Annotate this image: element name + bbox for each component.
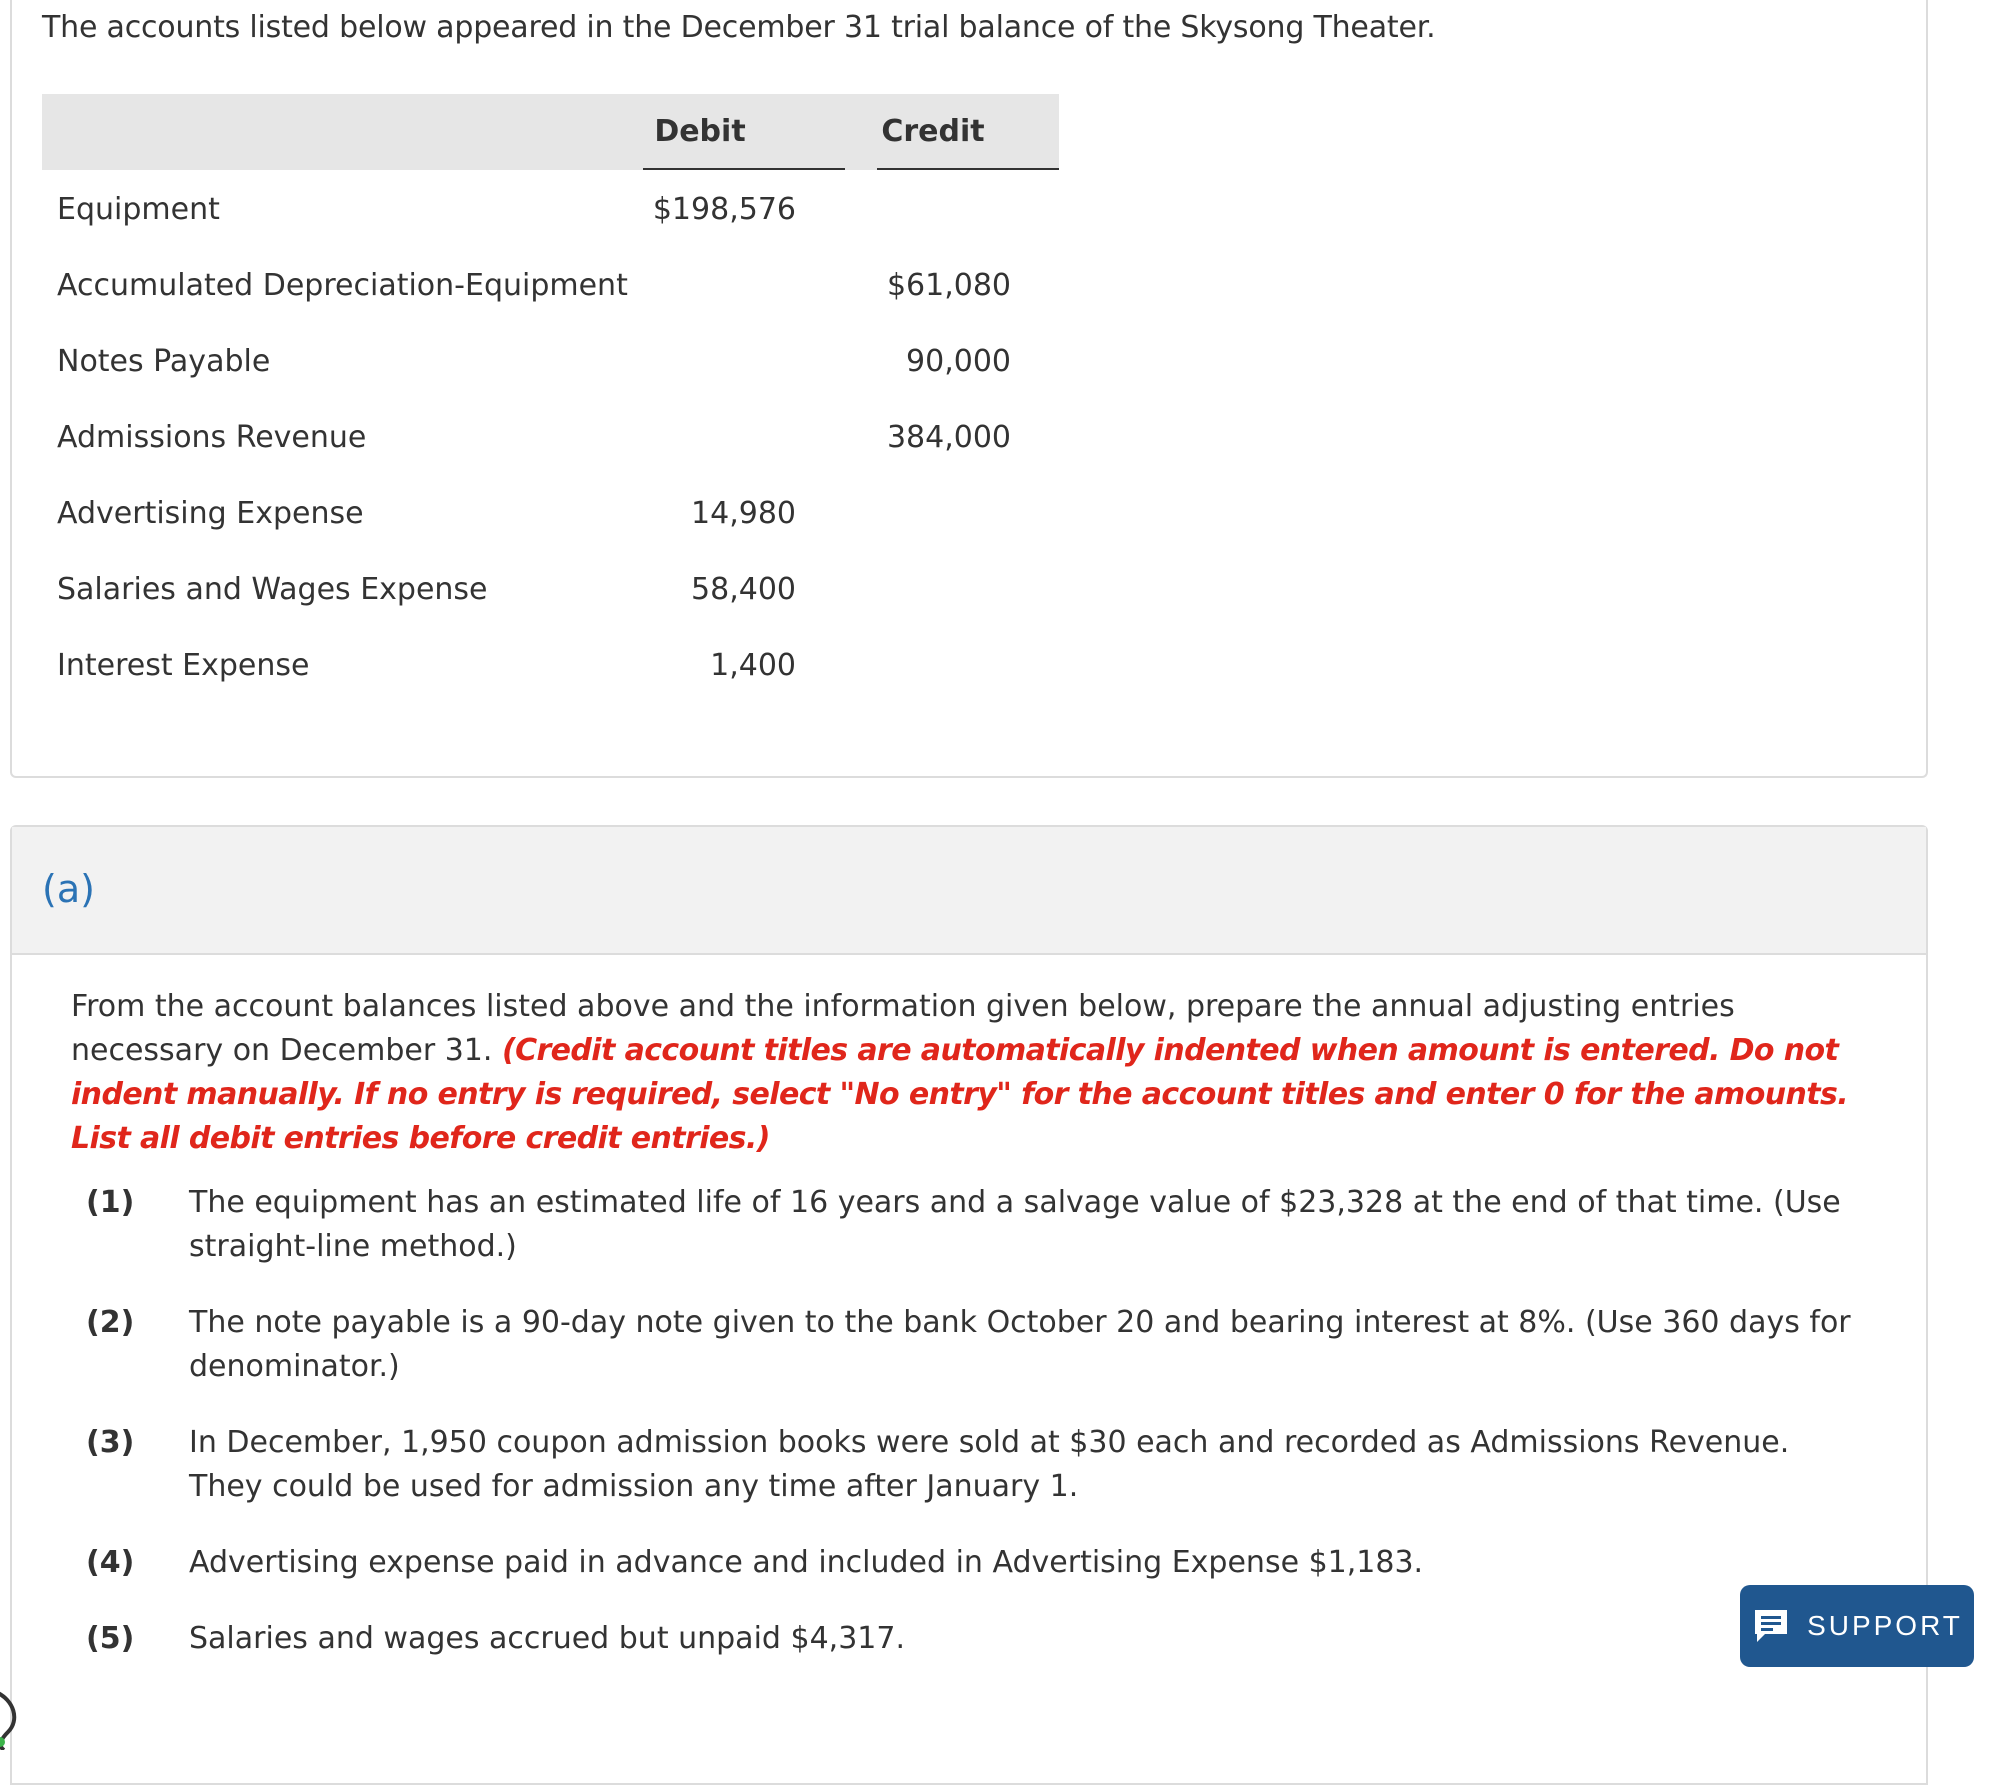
item-text: The note payable is a 90-day note given to the bank October 20 and bearing interest at 8%. (Use 360 days for denominator.) — [189, 1305, 1851, 1384]
account-name: Notes Payable — [57, 344, 271, 379]
support-label: SUPPORT — [1807, 1610, 1963, 1641]
part-a-instructions — [71, 985, 1871, 1161]
debit-amount: $198,576 — [652, 192, 796, 227]
debit-amount: 14,980 — [691, 496, 796, 531]
part-a-header — [12, 827, 1926, 955]
item-number: (1) — [86, 1185, 135, 1220]
account-name: Accumulated Depreciation-Equipment — [57, 268, 628, 303]
intro-text: The accounts listed below appeared in the December 31 trial balance of the Skysong Theater. — [42, 10, 1436, 45]
account-name: Equipment — [57, 192, 220, 227]
debit-column-header: Debit — [654, 114, 746, 149]
credit-amount: 90,000 — [906, 344, 1011, 379]
part-a-label: (a) — [42, 867, 95, 911]
instructions-warning: (Credit account titles are automatically indented when amount is entered. Do not indent manually. If no entry is required, select "No entry" for the account titles and enter 0 for the amounts. List all debit entries before credit entries.) — [71, 1033, 1849, 1156]
credit-header-underline — [877, 168, 1059, 170]
item-text: Advertising expense paid in advance and included in Advertising Expense $1,183. — [189, 1545, 1424, 1580]
item-number: (2) — [86, 1305, 135, 1340]
item-text: Salaries and wages accrued but unpaid $4,317. — [189, 1621, 905, 1656]
item-number: (4) — [86, 1545, 135, 1580]
debit-amount: 58,400 — [691, 572, 796, 607]
instructions-text: From the account balances listed above and the information given below, prepare the annual adjusting entries necessary on December 31. — [71, 989, 1735, 1068]
account-name: Admissions Revenue — [57, 420, 367, 455]
credit-amount: $61,080 — [886, 268, 1011, 303]
support-button[interactable] — [1740, 1585, 1974, 1667]
credit-column-header: Credit — [881, 114, 985, 149]
account-name: Advertising Expense — [57, 496, 364, 531]
credit-amount: 384,000 — [886, 420, 1011, 455]
debit-header-underline — [643, 168, 845, 170]
debit-amount: 1,400 — [710, 648, 796, 683]
account-name: Salaries and Wages Expense — [57, 572, 488, 607]
chat-icon — [1751, 1606, 1791, 1646]
item-text: In December, 1,950 coupon admission books were sold at $30 each and recorded as Admissions Revenue. They could be used for admission any time after January 1. — [189, 1425, 1790, 1504]
account-name: Interest Expense — [57, 648, 310, 683]
item-number: (5) — [86, 1621, 135, 1656]
feedback-widget-icon[interactable] — [0, 1690, 28, 1750]
item-number: (3) — [86, 1425, 135, 1460]
item-text: The equipment has an estimated life of 16 years and a salvage value of $23,328 at the end of that time. (Use straight-line method.) — [189, 1185, 1841, 1264]
